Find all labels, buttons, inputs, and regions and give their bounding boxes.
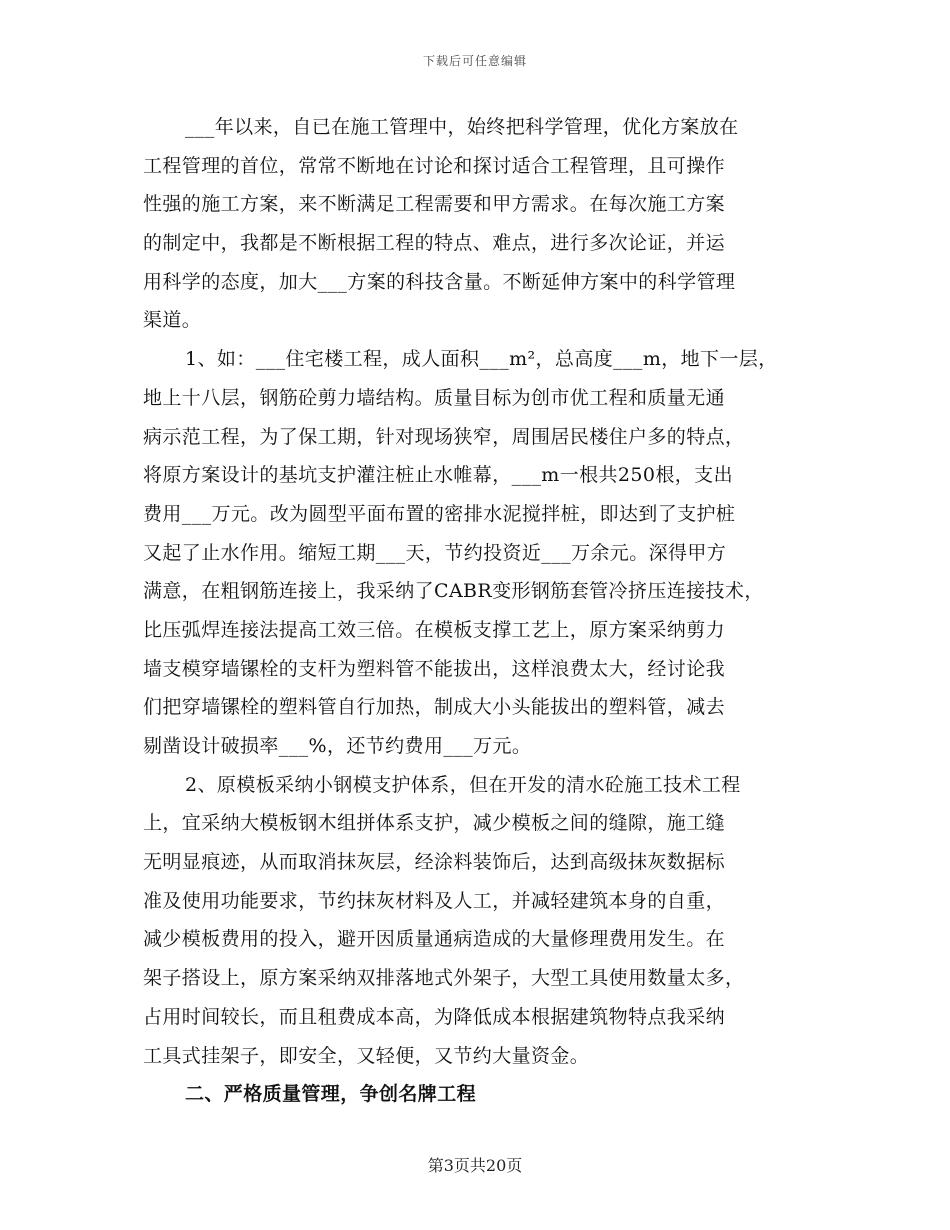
page-number: 第3页共20页 bbox=[427, 1156, 523, 1175]
paragraph-line: 1、如：___住宅楼工程，成人面积___m²，总高度___m，地下一层， bbox=[185, 348, 778, 371]
paragraph-line: 性强的施工方案，来不断满足工程需要和甲方需求。在每次施工方案 bbox=[143, 193, 726, 216]
paragraph-line: 准及使用功能要求，节约抹灰材料及人工，并减轻建筑本身的自重， bbox=[143, 889, 726, 912]
paragraph-line: 剔凿设计破损率___%，还节约费用___万元。 bbox=[143, 735, 532, 757]
paragraph-line: 墙支模穿墙镙栓的支杆为塑料管不能拔出，这样浪费太大，经讨论我 bbox=[143, 657, 726, 680]
paragraph-line: 工程管理的首位，常常不断地在讨论和探讨适合工程管理，且可操作 bbox=[143, 154, 726, 177]
paragraph-line: 占用时间较长，而且租费成本高，为降低成本根据建筑物特点我采纳 bbox=[143, 1005, 726, 1028]
paragraph-line: 满意，在粗钢筋连接上，我采纳了CABR变形钢筋套管冷挤压连接技术， bbox=[143, 580, 764, 603]
paragraph-line: 地上十八层，钢筋砼剪力墙结构。质量目标为创市优工程和质量无通 bbox=[143, 386, 726, 409]
paragraph-line: 减少模板费用的投入，避开因质量通病造成的大量修理费用发生。在 bbox=[143, 928, 726, 951]
paragraph-line: 架子搭设上，原方案采纳双排落地式外架子，大型工具使用数量太多， bbox=[143, 967, 745, 990]
document-body bbox=[143, 108, 815, 1114]
paragraph-line: 无明显痕迹，从而取消抹灰层，经涂料装饰后，达到高级抹灰数据标 bbox=[143, 851, 726, 874]
paragraph-line: 工具式挂架子，即安全，又轻便，又节约大量资金。 bbox=[143, 1044, 590, 1067]
paragraph-line: ___年以来，自已在施工管理中，始终把科学管理，优化方案放在 bbox=[185, 116, 739, 138]
paragraph-line: 的制定中，我都是不断根据工程的特点、难点，进行多次论证，并运 bbox=[143, 232, 726, 255]
paragraph-line: 又起了止水作用。缩短工期___天，节约投资近___万余元。深得甲方 bbox=[143, 541, 727, 564]
paragraph-line: 比压弧焊连接法提高工效三倍。在模板支撑工艺上，原方案采纳剪力 bbox=[143, 618, 726, 641]
paragraph-line: 们把穿墙镙栓的塑料管自行加热，制成大小头能拔出的塑料管，减去 bbox=[143, 696, 726, 719]
paragraph-line: 病示范工程，为了保工期，针对现场狭窄，周围居民楼住户多的特点， bbox=[143, 425, 745, 448]
paragraph-line: 将原方案设计的基坑支护灌注桩止水帷幕，___m一根共250根，支出 bbox=[143, 464, 733, 487]
paragraph-line: 用科学的态度，加大___方案的科技含量。不断延伸方案中的科学管理 bbox=[143, 270, 736, 293]
paragraph-line: 渠道。 bbox=[143, 309, 202, 332]
section-heading: 二、严格质量管理，争创名牌工程 bbox=[185, 1083, 477, 1106]
paragraph-line: 费用___万元。改为圆型平面布置的密排水泥搅拌桩，即达到了支护桩 bbox=[143, 502, 736, 525]
page-header: 下载后可任意编辑 bbox=[422, 54, 527, 68]
paragraph-line: 2、原模板采纳小钢模支护体系，但在开发的清水砼施工技术工程 bbox=[185, 773, 741, 796]
paragraph-line: 上，宜采纳大模板钢木组拼体系支护，减少模板之间的缝隙，施工缝 bbox=[143, 812, 726, 835]
